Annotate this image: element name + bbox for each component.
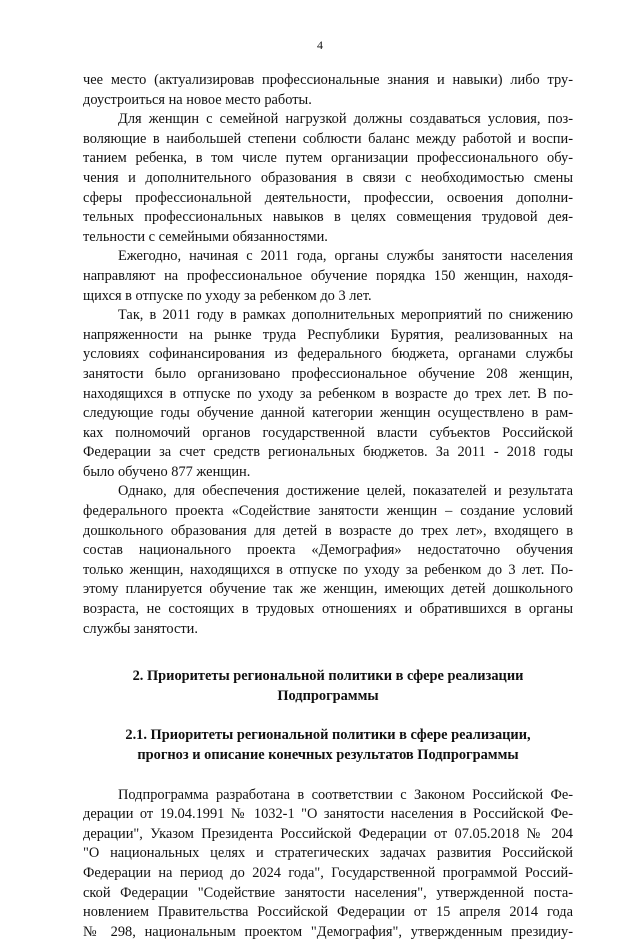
text-line: состав национального проекта «Демография» недостаточно обучения xyxy=(83,542,573,559)
text-line: Однако, для обеспечения достижение целей, показателей и результата xyxy=(118,483,573,500)
text-line: тельных профессиональных навыков в целях совмещения трудовой дея- xyxy=(83,209,573,226)
text-line: Так, в 2011 году в рамках дополнительных мероприятий по снижению xyxy=(118,307,573,324)
text-line: танием ребенка, в том числе путем организации профессионального обу- xyxy=(83,150,573,167)
document-body xyxy=(83,71,573,942)
text-line: занятости было организовано профессиональное обучение 208 женщин, xyxy=(83,365,573,382)
text-line: дерации от 19.04.1991 № 1032-1 "О занятости населения в Российской Фе- xyxy=(83,806,573,823)
text-line: было обучено 877 женщин. xyxy=(83,463,251,480)
text-line: ской Федерации "Содействие занятости населения", утвержденной поста- xyxy=(83,884,573,901)
text-line: Для женщин с семейной нагрузкой должны создаваться условия, поз- xyxy=(118,111,573,128)
text-line: этому планируется обучение так же женщин, имеющих детей дошкольного xyxy=(83,581,573,598)
text-line: № 298, национальным проектом "Демография", утвержденным президиу- xyxy=(83,923,573,940)
paragraph-family-workload xyxy=(83,110,573,247)
text-line: тельности с семейными обязанностями. xyxy=(83,228,328,245)
heading-line: 2. Приоритеты региональной политики в сфере реализации xyxy=(132,668,524,685)
text-line: направляют на профессиональное обучение порядка 150 женщин, находя- xyxy=(83,267,573,284)
text-line: дерации", Указом Президента Российской Федерации от 07.05.2018 № 204 xyxy=(83,825,573,842)
text-line: доустроиться на новое место работы. xyxy=(83,91,312,108)
text-line: дошкольного образования для детей в возрасте до трех лет», входящего в xyxy=(83,522,573,539)
text-line: чее место (актуализировав профессиональные знания и навыки) либо тру- xyxy=(83,72,573,88)
paragraph-annual-training xyxy=(83,247,573,306)
spacer xyxy=(83,766,573,786)
text-line: Подпрограмма разработана в соответствии с Законом Российской Фе- xyxy=(118,786,573,803)
paragraph-subprogram-basis xyxy=(83,786,573,942)
paragraph-federal-project xyxy=(83,482,573,639)
heading-line: 2.1. Приоритеты региональной политики в сфере реализации, xyxy=(125,727,531,744)
text-line: новлением Правительства Российской Федерации от 15 апреля 2014 года xyxy=(83,904,573,921)
text-line: следующие годы обучение данной категории женщин осуществлено в рам- xyxy=(83,405,573,422)
spacer xyxy=(83,706,573,726)
section-heading-2-1 xyxy=(83,726,573,765)
text-line: службы занятости. xyxy=(83,620,198,637)
text-line: только женщин, находящихся в отпуске по уходу за ребенком до 3 лет. По- xyxy=(83,561,573,578)
spacer xyxy=(83,639,573,667)
heading-line: прогноз и описание конечных результатов Подпрограммы xyxy=(137,747,519,763)
page-number: 4 xyxy=(317,38,323,52)
text-line: воляющие в наибольшей степени соблюсти баланс между работой и воспи- xyxy=(83,130,573,147)
text-line: Федерации на период до 2024 года", Государственной программой Россий- xyxy=(83,864,573,881)
paragraph-continued xyxy=(83,71,573,110)
text-line: сферы профессиональной деятельности, профессии, освоения дополни- xyxy=(83,189,573,206)
text-line: "О национальных целях и стратегических задачах развития Российской xyxy=(83,845,573,862)
section-heading-2 xyxy=(83,667,573,706)
text-line: Федерации за счет средств региональных бюджетов. За 2011 - 2018 годы xyxy=(83,444,573,461)
text-line: федерального проекта «Содействие занятости женщин – создание условий xyxy=(83,503,573,520)
text-line: напряженности на рынке труда Республики Бурятия, реализованных на xyxy=(83,326,573,343)
text-line: Ежегодно, начиная с 2011 года, органы службы занятости населения xyxy=(118,248,573,265)
text-line: щихся в отпуске по уходу за ребенком до 3 лет. xyxy=(83,287,372,304)
heading-line: Подпрограммы xyxy=(277,687,379,704)
paragraph-2011-measures xyxy=(83,306,573,482)
text-line: ках полномочий органов государственной власти субъектов Российской xyxy=(83,424,573,441)
text-line: находящихся в отпуске по уходу за ребенком в возрасте до трех лет. В по- xyxy=(83,385,573,402)
text-line: возраста, не состоящих в трудовых отношениях и обратившихся в органы xyxy=(83,601,573,618)
text-line: чения и дополнительного образования в связи с необходимостью смены xyxy=(83,169,573,186)
text-line: условиях софинансирования из федерального бюджета, органами службы xyxy=(83,346,573,363)
